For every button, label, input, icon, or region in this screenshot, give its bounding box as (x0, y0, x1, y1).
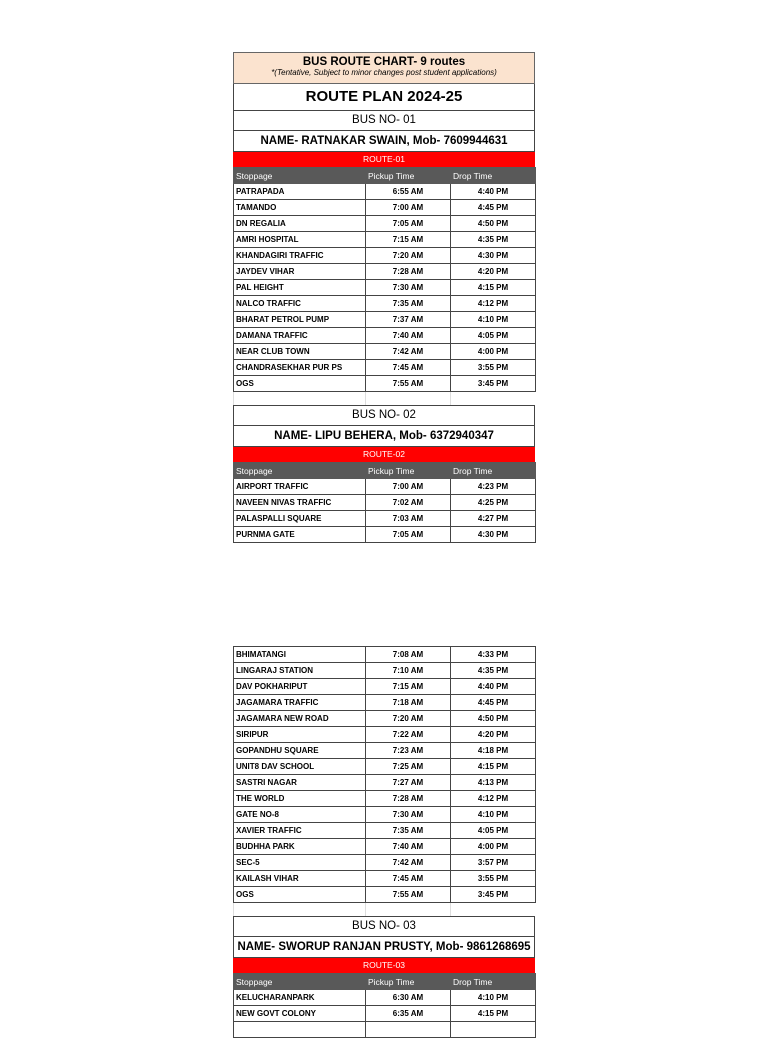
stop-name: OGS (234, 887, 366, 903)
drop-time: 4:15 PM (451, 280, 536, 296)
table-row (234, 1006, 536, 1022)
stop-name: PATRAPADA (234, 184, 366, 200)
drop-time: 4:05 PM (451, 823, 536, 839)
drop-time: 3:55 PM (451, 871, 536, 887)
table-row (234, 839, 536, 855)
route-chart-page-1 (233, 52, 535, 543)
stop-name: PAL HEIGHT (234, 280, 366, 296)
stops-table (233, 646, 536, 916)
route-plan-title: ROUTE PLAN 2024-25 (233, 84, 535, 111)
pickup-time: 7:45 AM (366, 871, 451, 887)
pickup-time: 6:55 AM (366, 184, 451, 200)
table-row (234, 807, 536, 823)
pickup-time: 7:55 AM (366, 376, 451, 392)
table-header-row (234, 463, 536, 479)
pickup-time: 7:02 AM (366, 495, 451, 511)
stop-name: THE WORLD (234, 791, 366, 807)
pickup-time: 7:15 AM (366, 679, 451, 695)
drop-time: 4:12 PM (451, 791, 536, 807)
drop-time: 4:13 PM (451, 775, 536, 791)
drop-time: 4:20 PM (451, 264, 536, 280)
table-row (234, 232, 536, 248)
stop-name: BHARAT PETROL PUMP (234, 312, 366, 328)
drop-time: 4:45 PM (451, 695, 536, 711)
stop-name: KHANDAGIRI TRAFFIC (234, 248, 366, 264)
drop-time: 3:45 PM (451, 887, 536, 903)
table-row (234, 312, 536, 328)
table-row (234, 527, 536, 543)
stop-name: GATE NO-8 (234, 807, 366, 823)
col-drop: Drop Time (451, 463, 536, 479)
table-row (234, 679, 536, 695)
stop-name: PURNMA GATE (234, 527, 366, 543)
col-stoppage: Stoppage (234, 974, 366, 990)
stop-name: AIRPORT TRAFFIC (234, 479, 366, 495)
drop-time: 4:10 PM (451, 312, 536, 328)
table-header-row (234, 974, 536, 990)
stop-name: SIRIPUR (234, 727, 366, 743)
stop-name: CHANDRASEKHAR PUR PS (234, 360, 366, 376)
bus-number: BUS NO- 03 (233, 916, 535, 937)
stop-name: UNIT8 DAV SCHOOL (234, 759, 366, 775)
col-stoppage: Stoppage (234, 463, 366, 479)
drop-time: 4:27 PM (451, 511, 536, 527)
pickup-time: 7:45 AM (366, 360, 451, 376)
table-row (234, 775, 536, 791)
stop-name: XAVIER TRAFFIC (234, 823, 366, 839)
drop-time: 4:15 PM (451, 759, 536, 775)
pickup-time: 7:18 AM (366, 695, 451, 711)
table-row (234, 791, 536, 807)
pickup-time: 7:03 AM (366, 511, 451, 527)
pickup-time: 7:00 AM (366, 479, 451, 495)
col-stoppage: Stoppage (234, 168, 366, 184)
table-row (234, 376, 536, 392)
stop-name: NEW GOVT COLONY (234, 1006, 366, 1022)
pickup-time: 7:25 AM (366, 759, 451, 775)
table-row (234, 296, 536, 312)
pickup-time: 7:40 AM (366, 328, 451, 344)
col-drop: Drop Time (451, 974, 536, 990)
pickup-time: 7:20 AM (366, 248, 451, 264)
route-chart-page-2 (233, 646, 535, 1038)
stop-name: SASTRI NAGAR (234, 775, 366, 791)
table-row (234, 887, 536, 903)
driver-info: NAME- LIPU BEHERA, Mob- 6372940347 (233, 426, 535, 447)
drop-time: 4:20 PM (451, 727, 536, 743)
drop-time: 4:05 PM (451, 328, 536, 344)
bus-number: BUS NO- 02 (233, 405, 535, 426)
table-row (234, 280, 536, 296)
drop-time: 4:15 PM (451, 1006, 536, 1022)
drop-time: 4:50 PM (451, 216, 536, 232)
stop-name: NEAR CLUB TOWN (234, 344, 366, 360)
stop-name: JAGAMARA TRAFFIC (234, 695, 366, 711)
pickup-time: 7:28 AM (366, 791, 451, 807)
table-row (234, 759, 536, 775)
stops-table (233, 167, 536, 405)
drop-time: 4:40 PM (451, 184, 536, 200)
table-header-row (234, 168, 536, 184)
drop-time: 4:00 PM (451, 344, 536, 360)
table-row (234, 328, 536, 344)
table-row (234, 727, 536, 743)
col-pickup: Pickup Time (366, 168, 451, 184)
drop-time: 4:10 PM (451, 990, 536, 1006)
stop-name: BUDHHA PARK (234, 839, 366, 855)
pickup-time: 7:08 AM (366, 647, 451, 663)
stop-name: NAVEEN NIVAS TRAFFIC (234, 495, 366, 511)
pickup-time: 7:10 AM (366, 663, 451, 679)
table-row (234, 695, 536, 711)
pickup-time: 7:05 AM (366, 216, 451, 232)
drop-time: 3:45 PM (451, 376, 536, 392)
stop-name: DN REGALIA (234, 216, 366, 232)
chart-title: BUS ROUTE CHART- 9 routes (302, 56, 466, 68)
col-drop: Drop Time (451, 168, 536, 184)
pickup-time: 7:35 AM (366, 823, 451, 839)
stop-name: TAMANDO (234, 200, 366, 216)
drop-time: 4:33 PM (451, 647, 536, 663)
stop-name: PALASPALLI SQUARE (234, 511, 366, 527)
drop-time: 4:50 PM (451, 711, 536, 727)
table-row (234, 216, 536, 232)
drop-time: 4:30 PM (451, 527, 536, 543)
table-row (234, 871, 536, 887)
drop-time: 4:25 PM (451, 495, 536, 511)
col-pickup: Pickup Time (366, 974, 451, 990)
route-label: ROUTE-03 (233, 958, 535, 973)
table-row (234, 184, 536, 200)
pickup-time: 6:35 AM (366, 1006, 451, 1022)
drop-time: 4:45 PM (451, 200, 536, 216)
pickup-time: 7:42 AM (366, 344, 451, 360)
chart-subtitle: *(Tentative, Subject to minor changes post student applications) (271, 68, 497, 77)
stop-name: KAILASH VIHAR (234, 871, 366, 887)
stop-name: KELUCHARANPARK (234, 990, 366, 1006)
stop-name: BHIMATANGI (234, 647, 366, 663)
stop-name: NALCO TRAFFIC (234, 296, 366, 312)
pickup-time: 7:20 AM (366, 711, 451, 727)
drop-time: 4:18 PM (451, 743, 536, 759)
table-row (234, 990, 536, 1006)
spacer-row (234, 392, 536, 406)
stop-name: SEC-5 (234, 855, 366, 871)
stops-table (233, 973, 536, 1038)
table-row (234, 360, 536, 376)
table-row (234, 248, 536, 264)
drop-time: 4:30 PM (451, 248, 536, 264)
pickup-time: 7:30 AM (366, 280, 451, 296)
pickup-time: 7:27 AM (366, 775, 451, 791)
drop-time: 4:00 PM (451, 839, 536, 855)
col-pickup: Pickup Time (366, 463, 451, 479)
pickup-time: 7:15 AM (366, 232, 451, 248)
pickup-time: 7:23 AM (366, 743, 451, 759)
pickup-time: 7:05 AM (366, 527, 451, 543)
table-row (234, 479, 536, 495)
table-row (234, 495, 536, 511)
drop-time: 3:55 PM (451, 360, 536, 376)
stop-name: OGS (234, 376, 366, 392)
driver-info: NAME- RATNAKAR SWAIN, Mob- 7609944631 (233, 131, 535, 152)
table-row (234, 647, 536, 663)
driver-info: NAME- SWORUP RANJAN PRUSTY, Mob- 9861268695 (233, 937, 535, 958)
drop-time: 4:23 PM (451, 479, 536, 495)
pickup-time: 7:40 AM (366, 839, 451, 855)
table-row (234, 344, 536, 360)
bus-number: BUS NO- 01 (233, 111, 535, 131)
table-row (234, 663, 536, 679)
stop-name: JAYDEV VIHAR (234, 264, 366, 280)
table-row (234, 823, 536, 839)
route-label: ROUTE-02 (233, 447, 535, 462)
pickup-time: 7:37 AM (366, 312, 451, 328)
pickup-time: 7:35 AM (366, 296, 451, 312)
table-row (234, 743, 536, 759)
stop-name: DAV POKHARIPUT (234, 679, 366, 695)
stops-table (233, 462, 536, 543)
pickup-time: 7:55 AM (366, 887, 451, 903)
stop-name: AMRI HOSPITAL (234, 232, 366, 248)
stop-name: DAMANA TRAFFIC (234, 328, 366, 344)
pickup-time: 7:28 AM (366, 264, 451, 280)
drop-time: 4:10 PM (451, 807, 536, 823)
pickup-time: 7:22 AM (366, 727, 451, 743)
route-label: ROUTE-01 (233, 152, 535, 167)
drop-time: 3:57 PM (451, 855, 536, 871)
stop-name: GOPANDHU SQUARE (234, 743, 366, 759)
stop-name: LINGARAJ STATION (234, 663, 366, 679)
spacer-row (234, 903, 536, 917)
table-row (234, 711, 536, 727)
stop-name: JAGAMARA NEW ROAD (234, 711, 366, 727)
table-row (234, 200, 536, 216)
drop-time: 4:12 PM (451, 296, 536, 312)
drop-time: 4:35 PM (451, 663, 536, 679)
drop-time: 4:35 PM (451, 232, 536, 248)
pickup-time: 6:30 AM (366, 990, 451, 1006)
pickup-time: 7:30 AM (366, 807, 451, 823)
table-row (234, 264, 536, 280)
pickup-time: 7:42 AM (366, 855, 451, 871)
table-row (234, 511, 536, 527)
pickup-time: 7:00 AM (366, 200, 451, 216)
drop-time: 4:40 PM (451, 679, 536, 695)
chart-header (233, 52, 535, 84)
table-row (234, 855, 536, 871)
